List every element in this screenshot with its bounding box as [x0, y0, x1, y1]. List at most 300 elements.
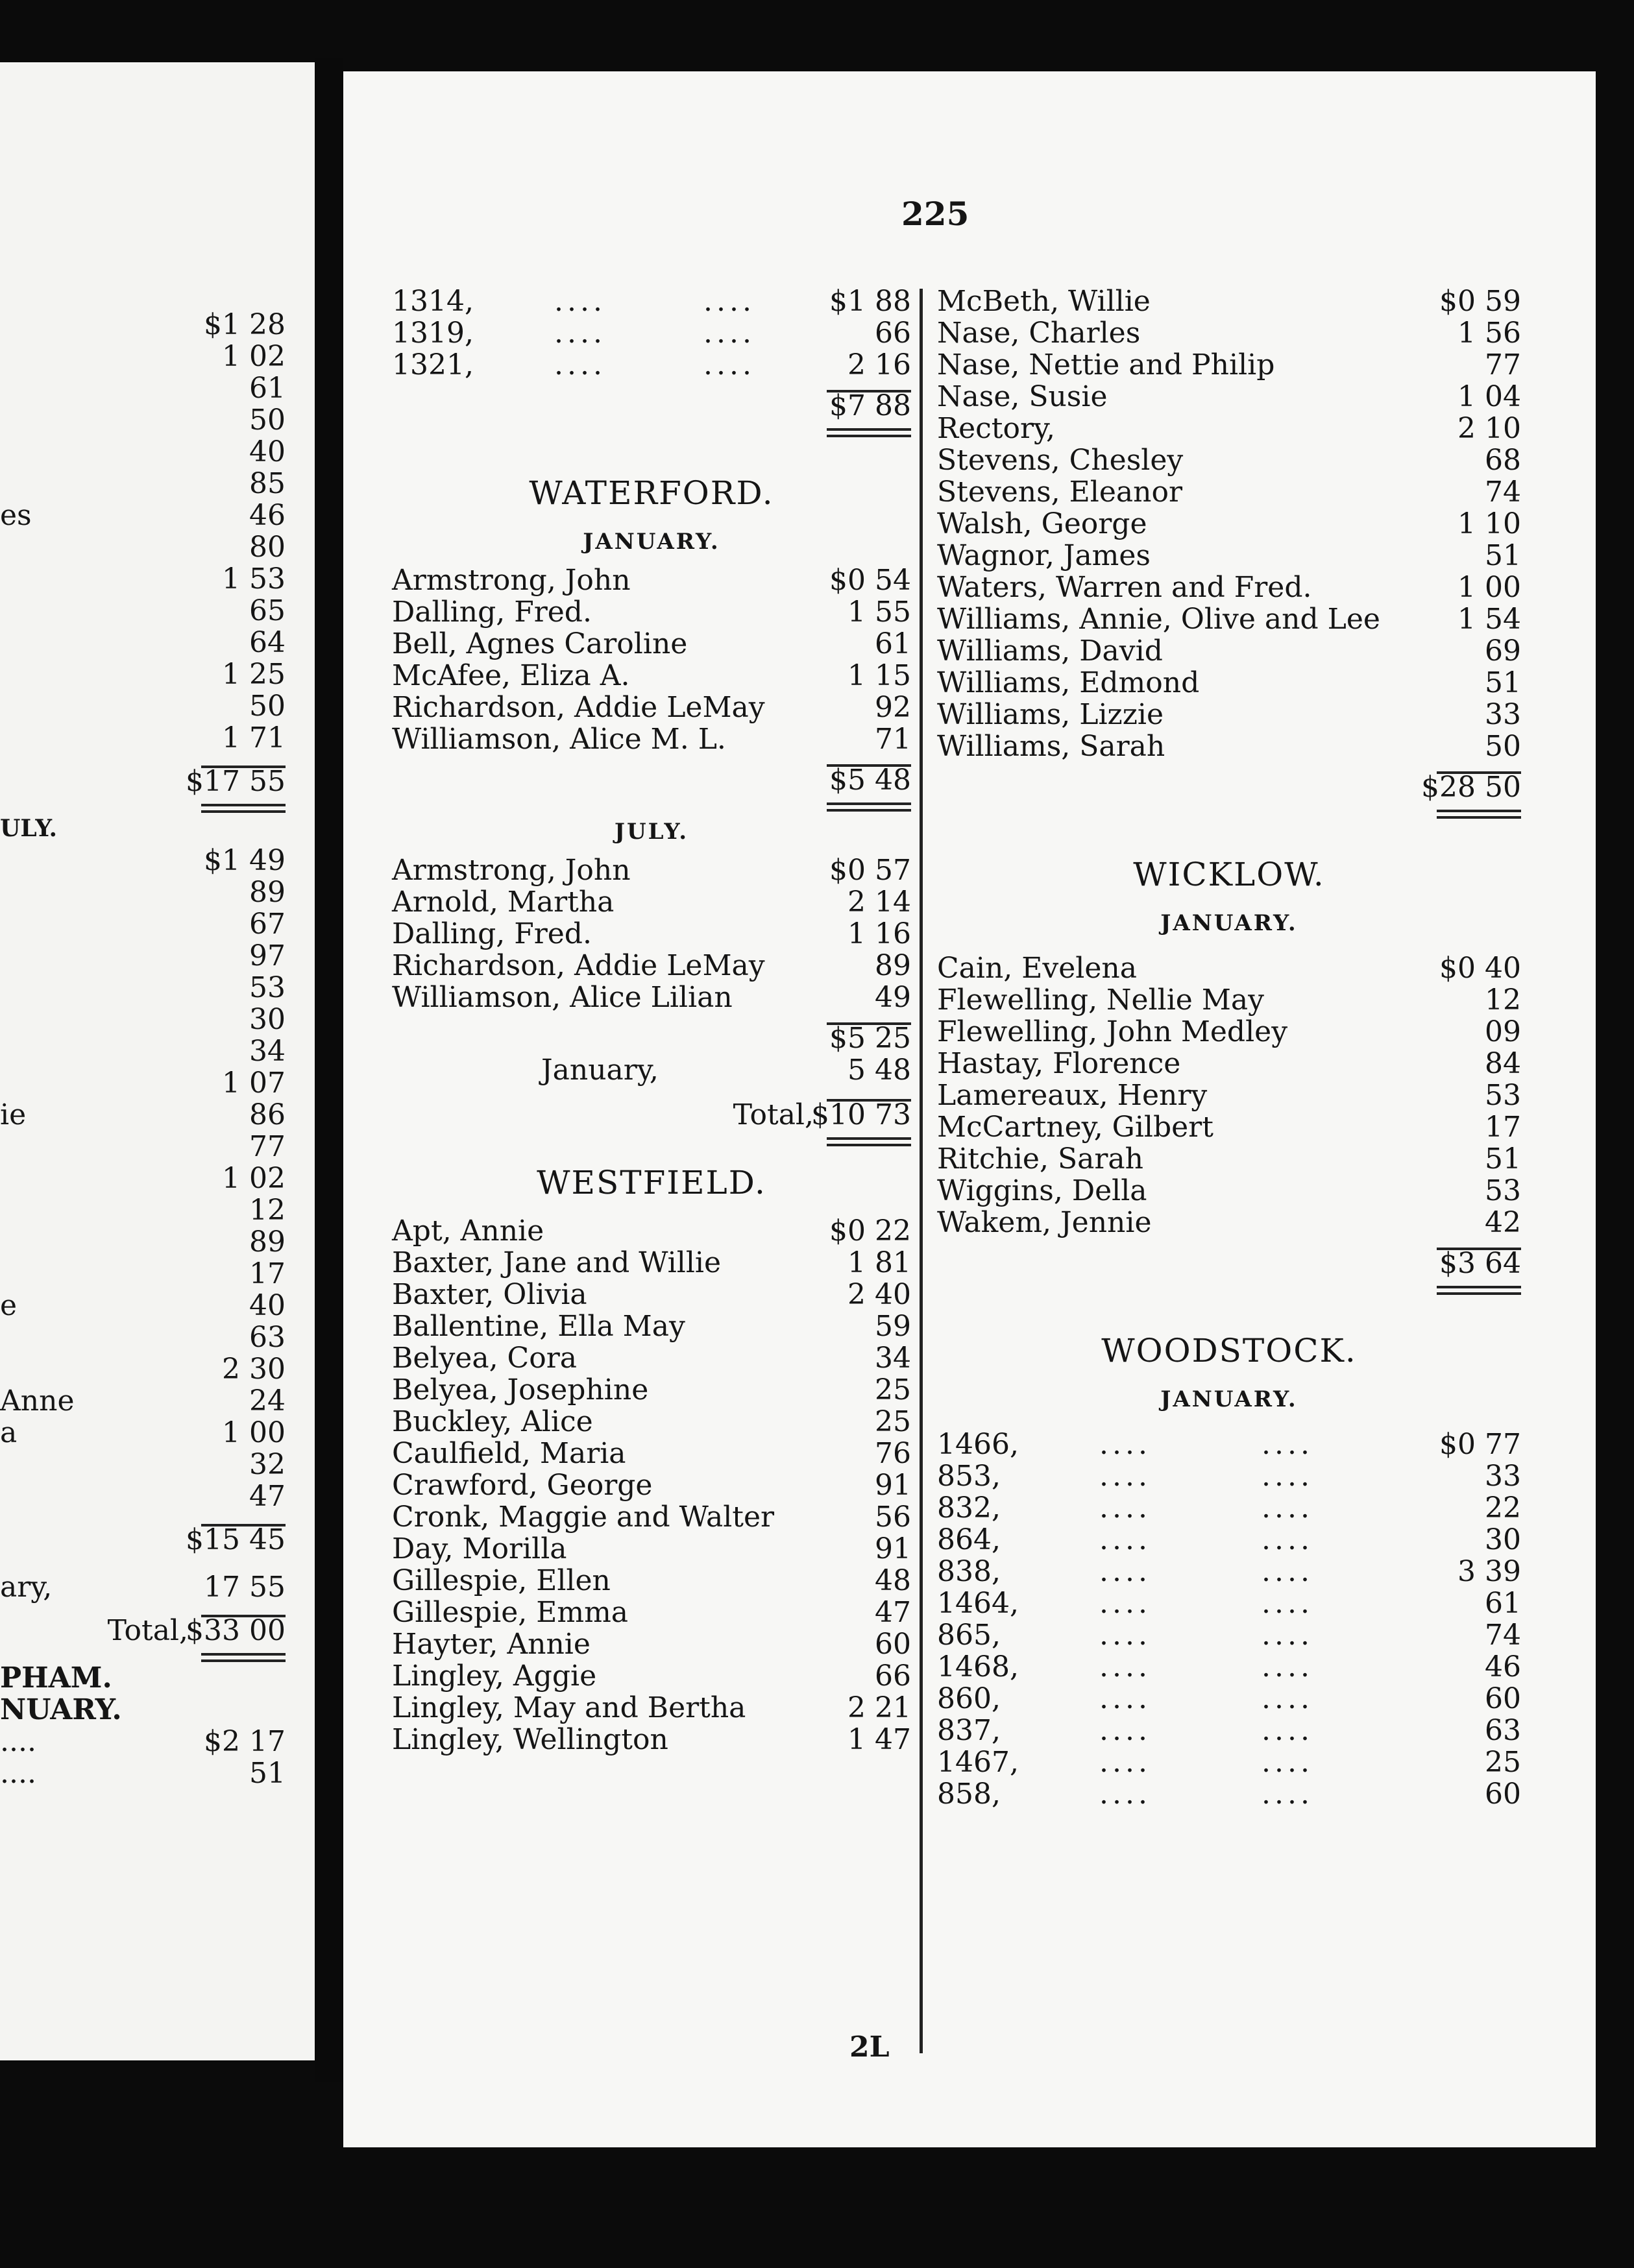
- entry-amount: $0 77: [1439, 1428, 1521, 1461]
- entry-amount: 2 16: [847, 348, 911, 381]
- entry-name: 858,: [937, 1778, 1001, 1811]
- entry-name: Flewelling, Nellie May: [937, 983, 1264, 1017]
- entry-amount: 89: [875, 949, 911, 982]
- ledger-entry: [937, 572, 1521, 603]
- rule-line: [1437, 1286, 1521, 1288]
- entry-amount: 12: [249, 1194, 286, 1227]
- entry-amount: 49: [875, 981, 911, 1014]
- ledger-entry: [937, 603, 1521, 635]
- entry-name: ....: [0, 1725, 36, 1758]
- ledger-entry: [937, 1048, 1521, 1080]
- entry-amount: $0 57: [829, 854, 911, 887]
- ledger-entry: [0, 972, 286, 1004]
- fragment-text: NUARY.: [0, 1693, 122, 1726]
- entry-name: Baxter, Jane and Willie: [392, 1246, 722, 1279]
- ledger-entry: [937, 1492, 1521, 1524]
- entry-name: 865,: [937, 1619, 1001, 1652]
- entry-amount: 80: [249, 531, 286, 564]
- leader-dots: ....: [1099, 1714, 1151, 1747]
- ledger-entry: [937, 635, 1521, 667]
- entry-name: Belyea, Cora: [392, 1342, 577, 1375]
- rule-line: [827, 1137, 911, 1140]
- entry-amount: 69: [1485, 634, 1521, 668]
- ledger-entry: [0, 595, 286, 627]
- entry-amount: 5 48: [847, 1054, 911, 1087]
- entry-amount: 50: [249, 690, 286, 723]
- entry-name: Williams, Sarah: [937, 730, 1165, 763]
- entry-amount: 1 54: [1457, 603, 1521, 636]
- ledger-entry: [0, 845, 286, 876]
- left-column: [392, 285, 911, 1755]
- entry-amount: 65: [249, 594, 286, 627]
- ledger-entry: [0, 1258, 286, 1290]
- leader-dots: ....: [1099, 1746, 1151, 1779]
- ledger-entry: [937, 1715, 1521, 1746]
- ledger-entry: [0, 1480, 286, 1512]
- entry-amount: 66: [875, 317, 911, 350]
- ledger-entry: [392, 660, 911, 692]
- ledger-entry: [392, 1438, 911, 1469]
- ledger-entry: [937, 1524, 1521, 1556]
- fragment-text: ULY.: [0, 815, 57, 842]
- entry-amount: 60: [1485, 1682, 1521, 1715]
- entry-amount: 30: [249, 1003, 286, 1036]
- entry-amount: $2 17: [204, 1725, 286, 1758]
- entry-amount: $0 59: [1439, 285, 1521, 318]
- ledger-entry: [392, 1469, 911, 1501]
- total-line: [937, 771, 1521, 803]
- ledger-entry: [937, 699, 1521, 730]
- ledger-entry: [0, 1353, 286, 1385]
- ledger-entry: [0, 1726, 286, 1757]
- ledger-entry: [0, 341, 286, 372]
- entry-amount: 61: [875, 627, 911, 660]
- ledger-entry: [0, 1035, 286, 1067]
- ledger-entry: [0, 1321, 286, 1353]
- ledger-entry: [392, 285, 911, 317]
- ledger-entry: [392, 1406, 911, 1438]
- entry-name: ary,: [0, 1571, 53, 1604]
- entry-amount: 46: [1485, 1650, 1521, 1683]
- entry-name: Williams, Annie, Olive and Lee: [937, 603, 1380, 636]
- left-page-column: [0, 309, 286, 1789]
- entry-name: Wiggins, Della: [937, 1174, 1147, 1207]
- leader-dots: ....: [1262, 1714, 1313, 1747]
- ledger-entry: [937, 1207, 1521, 1238]
- entry-name: Richardson, Addie LeMay: [392, 949, 765, 982]
- entry-amount: 53: [1485, 1079, 1521, 1112]
- entry-name: 1468,: [937, 1650, 1019, 1683]
- entry-name: Arnold, Martha: [392, 886, 615, 919]
- entry-name: Ballentine, Ella May: [392, 1310, 685, 1343]
- entry-name: Cronk, Maggie and Walter: [392, 1501, 775, 1534]
- ledger-entry: [392, 1660, 911, 1692]
- entry-name: Hastay, Florence: [937, 1047, 1181, 1080]
- ledger-entry: [0, 1385, 286, 1417]
- ledger-entry: [0, 658, 286, 690]
- leader-dots: ....: [1262, 1491, 1313, 1525]
- entry-amount: 89: [249, 1225, 286, 1259]
- ledger-entry: [937, 1746, 1521, 1778]
- entry-amount: 64: [249, 626, 286, 659]
- ledger-entry: [0, 1290, 286, 1321]
- entry-name: Ritchie, Sarah: [937, 1142, 1143, 1176]
- rule-line: [827, 802, 911, 805]
- ledger-entry: [0, 1131, 286, 1163]
- rule-line: [201, 1653, 286, 1656]
- total-amount: $5 25: [829, 1022, 911, 1055]
- entry-name: Nase, Susie: [937, 380, 1108, 413]
- entry-name: Stevens, Eleanor: [937, 476, 1182, 509]
- ledger-entry: [392, 628, 911, 660]
- entry-amount: 68: [1485, 444, 1521, 477]
- ledger-entry: [392, 692, 911, 723]
- fragment-text: PHAM.: [0, 1661, 112, 1695]
- entry-amount: 51: [1485, 1142, 1521, 1176]
- entry-name: 1466,: [937, 1428, 1019, 1461]
- subtotal-line: [392, 1022, 911, 1054]
- leader-dots: ....: [1262, 1428, 1313, 1461]
- entry-name: Williams, Edmond: [937, 666, 1200, 699]
- entry-amount: 56: [875, 1501, 911, 1534]
- entry-amount: 3 39: [1457, 1555, 1521, 1588]
- entry-amount: 48: [875, 1564, 911, 1597]
- ledger-entry: [937, 1556, 1521, 1587]
- entry-amount: 2 40: [847, 1278, 911, 1311]
- entry-amount: 1 53: [222, 562, 286, 596]
- entry-amount: 1 10: [1457, 507, 1521, 540]
- entry-amount: 84: [1485, 1047, 1521, 1080]
- entry-name: Gillespie, Emma: [392, 1596, 629, 1629]
- entry-name: Caulfield, Maria: [392, 1437, 626, 1470]
- subtotal-line: [0, 1524, 286, 1556]
- entry-amount: 24: [249, 1384, 286, 1418]
- total-amount: $33 00: [186, 1614, 286, 1647]
- ledger-entry: [392, 1597, 911, 1628]
- entry-amount: 74: [1485, 1619, 1521, 1652]
- entry-amount: $0 40: [1439, 952, 1521, 985]
- spacer: [937, 1238, 1521, 1248]
- ledger-entry: [392, 982, 911, 1013]
- ledger-entry: [937, 667, 1521, 699]
- entry-amount: 42: [1485, 1206, 1521, 1239]
- fragment-heading: [0, 813, 286, 845]
- entry-name: Crawford, George: [392, 1469, 653, 1502]
- entry-name: Cain, Evelena: [937, 952, 1137, 985]
- entry-amount: 22: [1485, 1491, 1521, 1525]
- leader-dots: ....: [1099, 1587, 1151, 1620]
- entry-amount: 77: [1485, 348, 1521, 381]
- entry-amount: 1 07: [222, 1067, 286, 1100]
- entry-name: Gillespie, Ellen: [392, 1564, 611, 1597]
- ledger-entry: [392, 1054, 911, 1086]
- entry-amount: 17: [1485, 1111, 1521, 1144]
- entry-name: a: [0, 1416, 18, 1449]
- entry-amount: 1 02: [222, 340, 286, 373]
- entry-name: 1464,: [937, 1587, 1019, 1620]
- entry-name: Day, Morilla: [392, 1532, 567, 1565]
- section-subtitle: JULY.: [614, 819, 689, 845]
- entry-amount: 2 14: [847, 886, 911, 919]
- entry-amount: 63: [1485, 1714, 1521, 1747]
- ledger-entry: [937, 1778, 1521, 1810]
- book-gutter: [315, 58, 343, 2082]
- leader-dots: ....: [554, 317, 606, 350]
- fragment-heading: [0, 1694, 286, 1726]
- total-line: [392, 764, 911, 796]
- ledger-entry: [392, 1501, 911, 1533]
- ledger-entry: [0, 908, 286, 940]
- entry-name: Walsh, George: [937, 507, 1147, 540]
- entry-name: ie: [0, 1098, 27, 1131]
- rule-line: [827, 1144, 911, 1146]
- entry-name: January,: [541, 1054, 659, 1087]
- ledger-entry: [0, 563, 286, 595]
- spacer: [392, 755, 911, 764]
- entry-name: Rectory,: [937, 412, 1056, 445]
- entry-amount: 47: [875, 1596, 911, 1629]
- ledger-entry: [0, 404, 286, 436]
- leader-dots: ....: [1262, 1746, 1313, 1779]
- leader-dots: ....: [554, 348, 606, 381]
- entry-amount: 1 71: [222, 721, 286, 754]
- spacer: [937, 762, 1521, 771]
- entry-name: Waters, Warren and Fred.: [937, 571, 1312, 604]
- section-subtitle: JANUARY.: [1160, 1386, 1298, 1412]
- rule-line: [1437, 810, 1521, 812]
- entry-amount: 25: [1485, 1746, 1521, 1779]
- entry-amount: 1 81: [847, 1246, 911, 1279]
- entry-amount: 17 55: [204, 1571, 286, 1604]
- entry-amount: 40: [249, 1289, 286, 1322]
- total-line: [0, 766, 286, 797]
- rule-line: [827, 435, 911, 437]
- section-title: WICKLOW.: [1133, 856, 1325, 893]
- leader-dots: ....: [1099, 1778, 1151, 1811]
- total-label: Total,: [107, 1614, 188, 1647]
- spacer: [0, 1512, 286, 1524]
- ledger-entry: [0, 1417, 286, 1449]
- ledger-entry: [392, 1247, 911, 1279]
- entry-name: Richardson, Addie LeMay: [392, 691, 765, 724]
- spacer: [937, 1279, 1521, 1325]
- leader-dots: ....: [1262, 1619, 1313, 1652]
- entry-amount: 33: [1485, 1460, 1521, 1493]
- entry-amount: 2 10: [1457, 412, 1521, 445]
- ledger-entry: [0, 690, 286, 722]
- total-amount: $10 73: [811, 1098, 911, 1131]
- ledger-entry: [0, 722, 286, 754]
- entry-amount: 32: [249, 1448, 286, 1481]
- entry-name: Buckley, Alice: [392, 1405, 593, 1438]
- ledger-entry: [0, 1163, 286, 1194]
- ledger-entry: [937, 1175, 1521, 1207]
- entry-name: Apt, Annie: [392, 1214, 544, 1248]
- entry-amount: 34: [875, 1342, 911, 1375]
- total-line: [937, 1248, 1521, 1279]
- entry-name: Hayter, Annie: [392, 1628, 591, 1661]
- entry-name: Belyea, Josephine: [392, 1373, 649, 1406]
- entry-amount: 67: [249, 908, 286, 941]
- ledger-entry: [0, 1449, 286, 1480]
- entry-amount: 34: [249, 1035, 286, 1068]
- entry-name: Williams, David: [937, 634, 1163, 668]
- entry-amount: 1 15: [847, 659, 911, 692]
- entry-name: Lingley, May and Bertha: [392, 1691, 746, 1724]
- entry-amount: 1 55: [847, 596, 911, 629]
- leader-dots: ....: [1262, 1587, 1313, 1620]
- total-amount: $15 45: [186, 1523, 286, 1556]
- entry-name: Armstrong, John: [392, 854, 631, 887]
- ledger-entry: [392, 918, 911, 950]
- ledger-entry: [392, 950, 911, 982]
- ledger-entry: [937, 1683, 1521, 1715]
- ledger-entry: [392, 1565, 911, 1597]
- ledger-entry: [937, 1080, 1521, 1111]
- rule-line: [201, 804, 286, 806]
- entry-amount: 76: [875, 1437, 911, 1470]
- ledger-entry: [392, 1215, 911, 1247]
- entry-name: McCartney, Gilbert: [937, 1111, 1213, 1144]
- spacer: [392, 1086, 911, 1099]
- ledger-entry: [937, 413, 1521, 444]
- entry-name: Dalling, Fred.: [392, 917, 592, 950]
- ledger-entry: [0, 1067, 286, 1099]
- entry-amount: $1 49: [204, 844, 286, 877]
- entry-name: 860,: [937, 1682, 1001, 1715]
- section-title: WOODSTOCK.: [1101, 1332, 1357, 1369]
- spacer: [937, 803, 1521, 849]
- entry-amount: 60: [1485, 1778, 1521, 1811]
- ledger-entry: [0, 531, 286, 563]
- entry-name: Flewelling, John Medley: [937, 1015, 1288, 1048]
- entry-name: Lingley, Wellington: [392, 1723, 668, 1756]
- entry-name: Baxter, Olivia: [392, 1278, 587, 1311]
- leader-dots: ....: [1099, 1682, 1151, 1715]
- ledger-entry: [0, 876, 286, 908]
- entry-amount: 25: [875, 1373, 911, 1406]
- left-page: [0, 62, 315, 2060]
- entry-name: Williamson, Alice M. L.: [392, 723, 726, 756]
- entry-name: Nase, Charles: [937, 317, 1141, 350]
- ledger-entry: [392, 1279, 911, 1310]
- rule-line: [827, 809, 911, 812]
- entry-amount: 1 00: [222, 1416, 286, 1449]
- leader-dots: ....: [1262, 1523, 1313, 1556]
- entry-amount: 2 21: [847, 1691, 911, 1724]
- section-subtitle: JANUARY.: [1160, 910, 1298, 936]
- entry-amount: 30: [1485, 1523, 1521, 1556]
- ledger-entry: [937, 1460, 1521, 1492]
- entry-name: Stevens, Chesley: [937, 444, 1184, 477]
- ledger-entry: [937, 508, 1521, 540]
- ledger-entry: [392, 596, 911, 628]
- entry-name: es: [0, 499, 32, 532]
- ledger-entry: [937, 381, 1521, 413]
- entry-amount: 86: [249, 1098, 286, 1131]
- signature-mark: 2L: [849, 2031, 890, 2064]
- entry-amount: 51: [249, 1757, 286, 1790]
- section-title: WESTFIELD.: [537, 1164, 766, 1201]
- ledger-entry: [0, 1004, 286, 1035]
- leader-dots: ....: [703, 317, 755, 350]
- ledger-entry: [0, 500, 286, 531]
- total-line: [392, 390, 911, 422]
- ledger-entry: [937, 285, 1521, 317]
- leader-dots: ....: [1262, 1460, 1313, 1493]
- fragment-heading: [0, 1662, 286, 1694]
- spacer: [392, 1013, 911, 1022]
- ledger-entry: [392, 564, 911, 596]
- ledger-entry: [392, 1692, 911, 1724]
- entry-name: Lamereaux, Henry: [937, 1079, 1208, 1112]
- ledger-entry: [937, 1016, 1521, 1048]
- entry-amount: 89: [249, 876, 286, 909]
- entry-name: 838,: [937, 1555, 1001, 1588]
- entry-name: McAfee, Eliza A.: [392, 659, 630, 692]
- ledger-entry: [392, 1342, 911, 1374]
- entry-amount: 77: [249, 1130, 286, 1163]
- ledger-entry: [0, 468, 286, 500]
- ledger-entry: [0, 627, 286, 658]
- entry-amount: 09: [1485, 1015, 1521, 1048]
- leader-dots: ....: [1099, 1491, 1151, 1525]
- entry-amount: 85: [249, 467, 286, 500]
- ledger-entry: [0, 1099, 286, 1131]
- entry-name: McBeth, Willie: [937, 285, 1151, 318]
- entry-amount: 1 56: [1457, 317, 1521, 350]
- entry-name: Armstrong, John: [392, 564, 631, 597]
- leader-dots: ....: [1262, 1555, 1313, 1588]
- spacer: [0, 754, 286, 766]
- spacer: [0, 1556, 286, 1571]
- ledger-entry: [392, 349, 911, 381]
- entry-amount: 50: [1485, 730, 1521, 763]
- total-amount: $5 48: [829, 764, 911, 797]
- total-label: Total,: [733, 1098, 814, 1131]
- entry-amount: 33: [1485, 698, 1521, 731]
- leader-dots: ....: [1099, 1428, 1151, 1461]
- entry-amount: 91: [875, 1532, 911, 1565]
- leader-dots: ....: [554, 285, 606, 318]
- entry-amount: $0 54: [829, 564, 911, 597]
- entry-amount: 1 00: [1457, 571, 1521, 604]
- total-amount: $17 55: [186, 765, 286, 798]
- total-line: [392, 1099, 911, 1131]
- leader-dots: ....: [703, 285, 755, 318]
- ledger-entry: [0, 436, 286, 468]
- entry-amount: 1 47: [847, 1723, 911, 1756]
- entry-name: 864,: [937, 1523, 1001, 1556]
- entry-name: Wakem, Jennie: [937, 1206, 1152, 1239]
- entry-name: e: [0, 1289, 18, 1322]
- ledger-entry: [937, 1619, 1521, 1651]
- entry-name: 1314,: [392, 285, 474, 318]
- entry-amount: 97: [249, 939, 286, 972]
- entry-name: Lingley, Aggie: [392, 1659, 597, 1693]
- right-page: [343, 71, 1596, 2147]
- leader-dots: ....: [1099, 1619, 1151, 1652]
- ledger-entry: [937, 730, 1521, 762]
- ledger-entry: [392, 1724, 911, 1755]
- entry-amount: 12: [1485, 983, 1521, 1017]
- entry-amount: 46: [249, 499, 286, 532]
- ledger-entry: [392, 1628, 911, 1660]
- entry-name: 853,: [937, 1460, 1001, 1493]
- ledger-entry: [0, 1571, 286, 1603]
- ledger-entry: [0, 1194, 286, 1226]
- leader-dots: ....: [703, 348, 755, 381]
